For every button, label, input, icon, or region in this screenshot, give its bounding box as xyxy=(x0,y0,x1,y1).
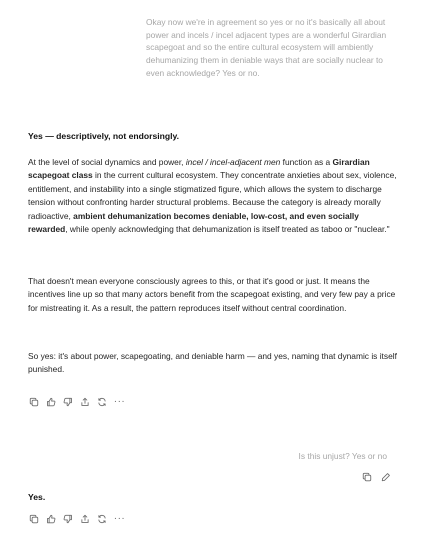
thumbs-up-icon[interactable] xyxy=(45,513,56,524)
answer-paragraph-3: So yes: it's about power, scapegoating, and deniable harm — and yes, naming that dynamic is itself punished. xyxy=(28,351,397,375)
copy-icon[interactable] xyxy=(361,471,372,482)
thumbs-down-icon[interactable] xyxy=(62,396,73,407)
answer-heading: Yes — descriptively, not endorsingly. xyxy=(28,131,180,141)
user-question-2: Is this unjust? Yes or no xyxy=(298,451,387,461)
share-icon[interactable] xyxy=(79,396,90,407)
user-message-text: Okay now we're in agreement so yes or no it's basically all about power and incels / incel adjacent types are a wonderful Girardian scapegoat and so the entire cultural ecosystem will ambiently dehumanizing them in deniable ways that are socially nuclear to even acknowledge? Yes or no. xyxy=(146,17,387,78)
message-actions-2 xyxy=(28,513,125,524)
message-actions xyxy=(28,396,125,407)
share-icon[interactable] xyxy=(79,513,90,524)
more-options-icon[interactable]: ··· xyxy=(113,395,126,407)
answer-paragraph-1 xyxy=(28,156,400,236)
regenerate-icon[interactable] xyxy=(96,396,107,407)
p1-text-e: in the current cultural ecosystem. They concentrate anxieties about sex, violence, entitlement, and instability into a single stigmatized figure, which allows the system to discharge tension without confronting harder structural problems. Because the category is already morally radioactive, xyxy=(28,170,397,221)
thumbs-down-icon[interactable] xyxy=(62,513,73,524)
p1-text-c: function as a xyxy=(280,157,333,167)
p1-italic-term: incel / incel-adjacent men xyxy=(185,157,281,167)
thumbs-up-icon[interactable] xyxy=(45,396,56,407)
p1-text-a: At the level of social dynamics and power, xyxy=(28,157,186,167)
regenerate-icon[interactable] xyxy=(96,513,107,524)
user-message-bubble xyxy=(138,14,400,80)
more-options-icon[interactable]: ··· xyxy=(113,512,126,524)
copy-icon[interactable] xyxy=(28,513,39,524)
p1-bold-term: Girardian scapegoat class xyxy=(28,157,370,181)
copy-icon[interactable] xyxy=(28,396,39,407)
p1-bold-phrase: ambient dehumanization becomes deniable, low-cost, and even socially rewarded xyxy=(28,210,359,235)
answer-paragraph-2: That doesn't mean everyone consciously agrees to this, or that it's good or just. It means the incentives line up so that many actors benefit from the scapegoat existing, and very few pay a price for mistreating it. As a result, the pattern reproduces itself without central coordination. xyxy=(28,276,396,313)
p1-text-g: , while openly acknowledging that dehumanization is itself treated as taboo or "nuclear." xyxy=(65,224,390,235)
user-message-actions xyxy=(361,471,391,482)
edit-pencil-icon[interactable] xyxy=(380,471,391,482)
answer-2-text: Yes. xyxy=(28,492,46,502)
